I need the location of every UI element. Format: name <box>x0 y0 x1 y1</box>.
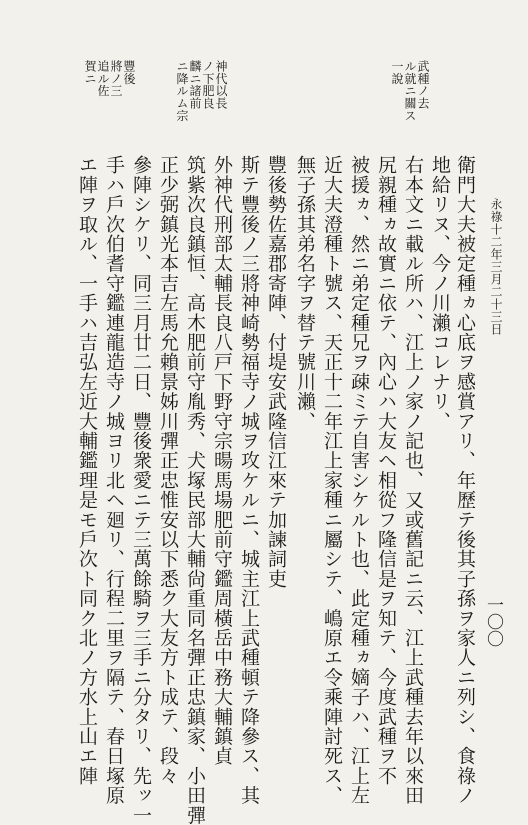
margin-note-line: ノ下肥良 <box>201 60 215 110</box>
margin-note-line: 賀ニ <box>83 60 97 85</box>
text-column: 地給リヌ、今ノ川瀨コレナリ、 <box>429 155 451 431</box>
text-column: 參陣シケリ、同三月廿二日、豐後衆愛ニテ三萬餘騎ヲ三手ニ分タリ、先ッ一 <box>130 155 152 825</box>
text-column: 筑紫次良鎮恒、高木肥前守胤秀、犬塚民部大輔尙重同名彈正忠鎮家、小田彈 <box>184 155 206 825</box>
text-column: 斯テ豐後ノ三將神崎勢福寺ノ城ヲ攻ケルニ、城主江上武種頓テ降參ス、其 <box>238 155 260 806</box>
margin-note-line: 武種ノ去 <box>416 60 430 110</box>
page-number: 一〇〇 <box>483 596 503 647</box>
margin-note-line: 麟ニ諸前 <box>188 60 202 110</box>
margin-note-line: 豐後 <box>122 60 136 85</box>
text-column: 外神代刑部太輔長良八戸下野守宗暘馬場肥前守鑑周橫岳中務大輔鎮貞 <box>211 155 233 766</box>
margin-note-line: 一說 <box>390 60 404 85</box>
text-column: 近大夫澄種ト號ス、天正十二年江上家種ニ屬シテ、嶋原エ令乘陣討死ス、 <box>321 155 343 806</box>
text-column: 豐後勢佐嘉郡寄陣、付堤安武隆信江來テ加諫詞吏 <box>265 155 287 589</box>
text-column: 衛門大夫被定種ヵ心底ヲ感賞アリ、年歷テ後其子孫ヲ家人ニ列シ、食祿ノ <box>454 155 476 806</box>
margin-note-line: ル就ニ關ス <box>403 60 417 122</box>
margin-note-line: 將ノ三 <box>109 60 123 97</box>
margin-note-line: ニ降ルム宗 <box>175 60 189 122</box>
text-column: 正少弼鎮光本吉左馬允賴景姊川彈正忠惟安以下悉ク大友方ト成テ、段々 <box>157 155 179 786</box>
text-column: 右本文ニ載ル所ハ、江上ノ家ノ記也、又或舊記ニ云、江上武種去年以來田 <box>402 155 424 806</box>
margin-note-line: 追ル佐 <box>96 60 110 97</box>
text-column: エ陣ヲ取ル、一手ハ吉弘左近大輔鑑理是モ戶次ト同ク北ノ方水上山エ陣 <box>76 155 98 786</box>
text-column: 手ハ戶次伯耆守鑑連龍造寺ノ城ヨリ北ヘ廻リ、行程二里ヲ隔テ、春日塚原 <box>103 155 125 806</box>
text-column: 被援ヵ、然ニ弟定種兄ヲ疎ミテ自害シケルト也、此定種ヵ嫡子ハ、江上左 <box>348 155 370 806</box>
text-column: 尻親種ヵ故實ニ依テ、內心ハ大友ヘ相從フ隆信是ヲ知テ、今度武種ヲ不 <box>375 155 397 786</box>
text-column: 無子孫其弟名字ヲ替テ號川瀨、 <box>294 155 316 431</box>
margin-note-line: 神代以長 <box>214 60 228 110</box>
running-head: 永祿十二年三月二十三日 <box>489 198 503 336</box>
